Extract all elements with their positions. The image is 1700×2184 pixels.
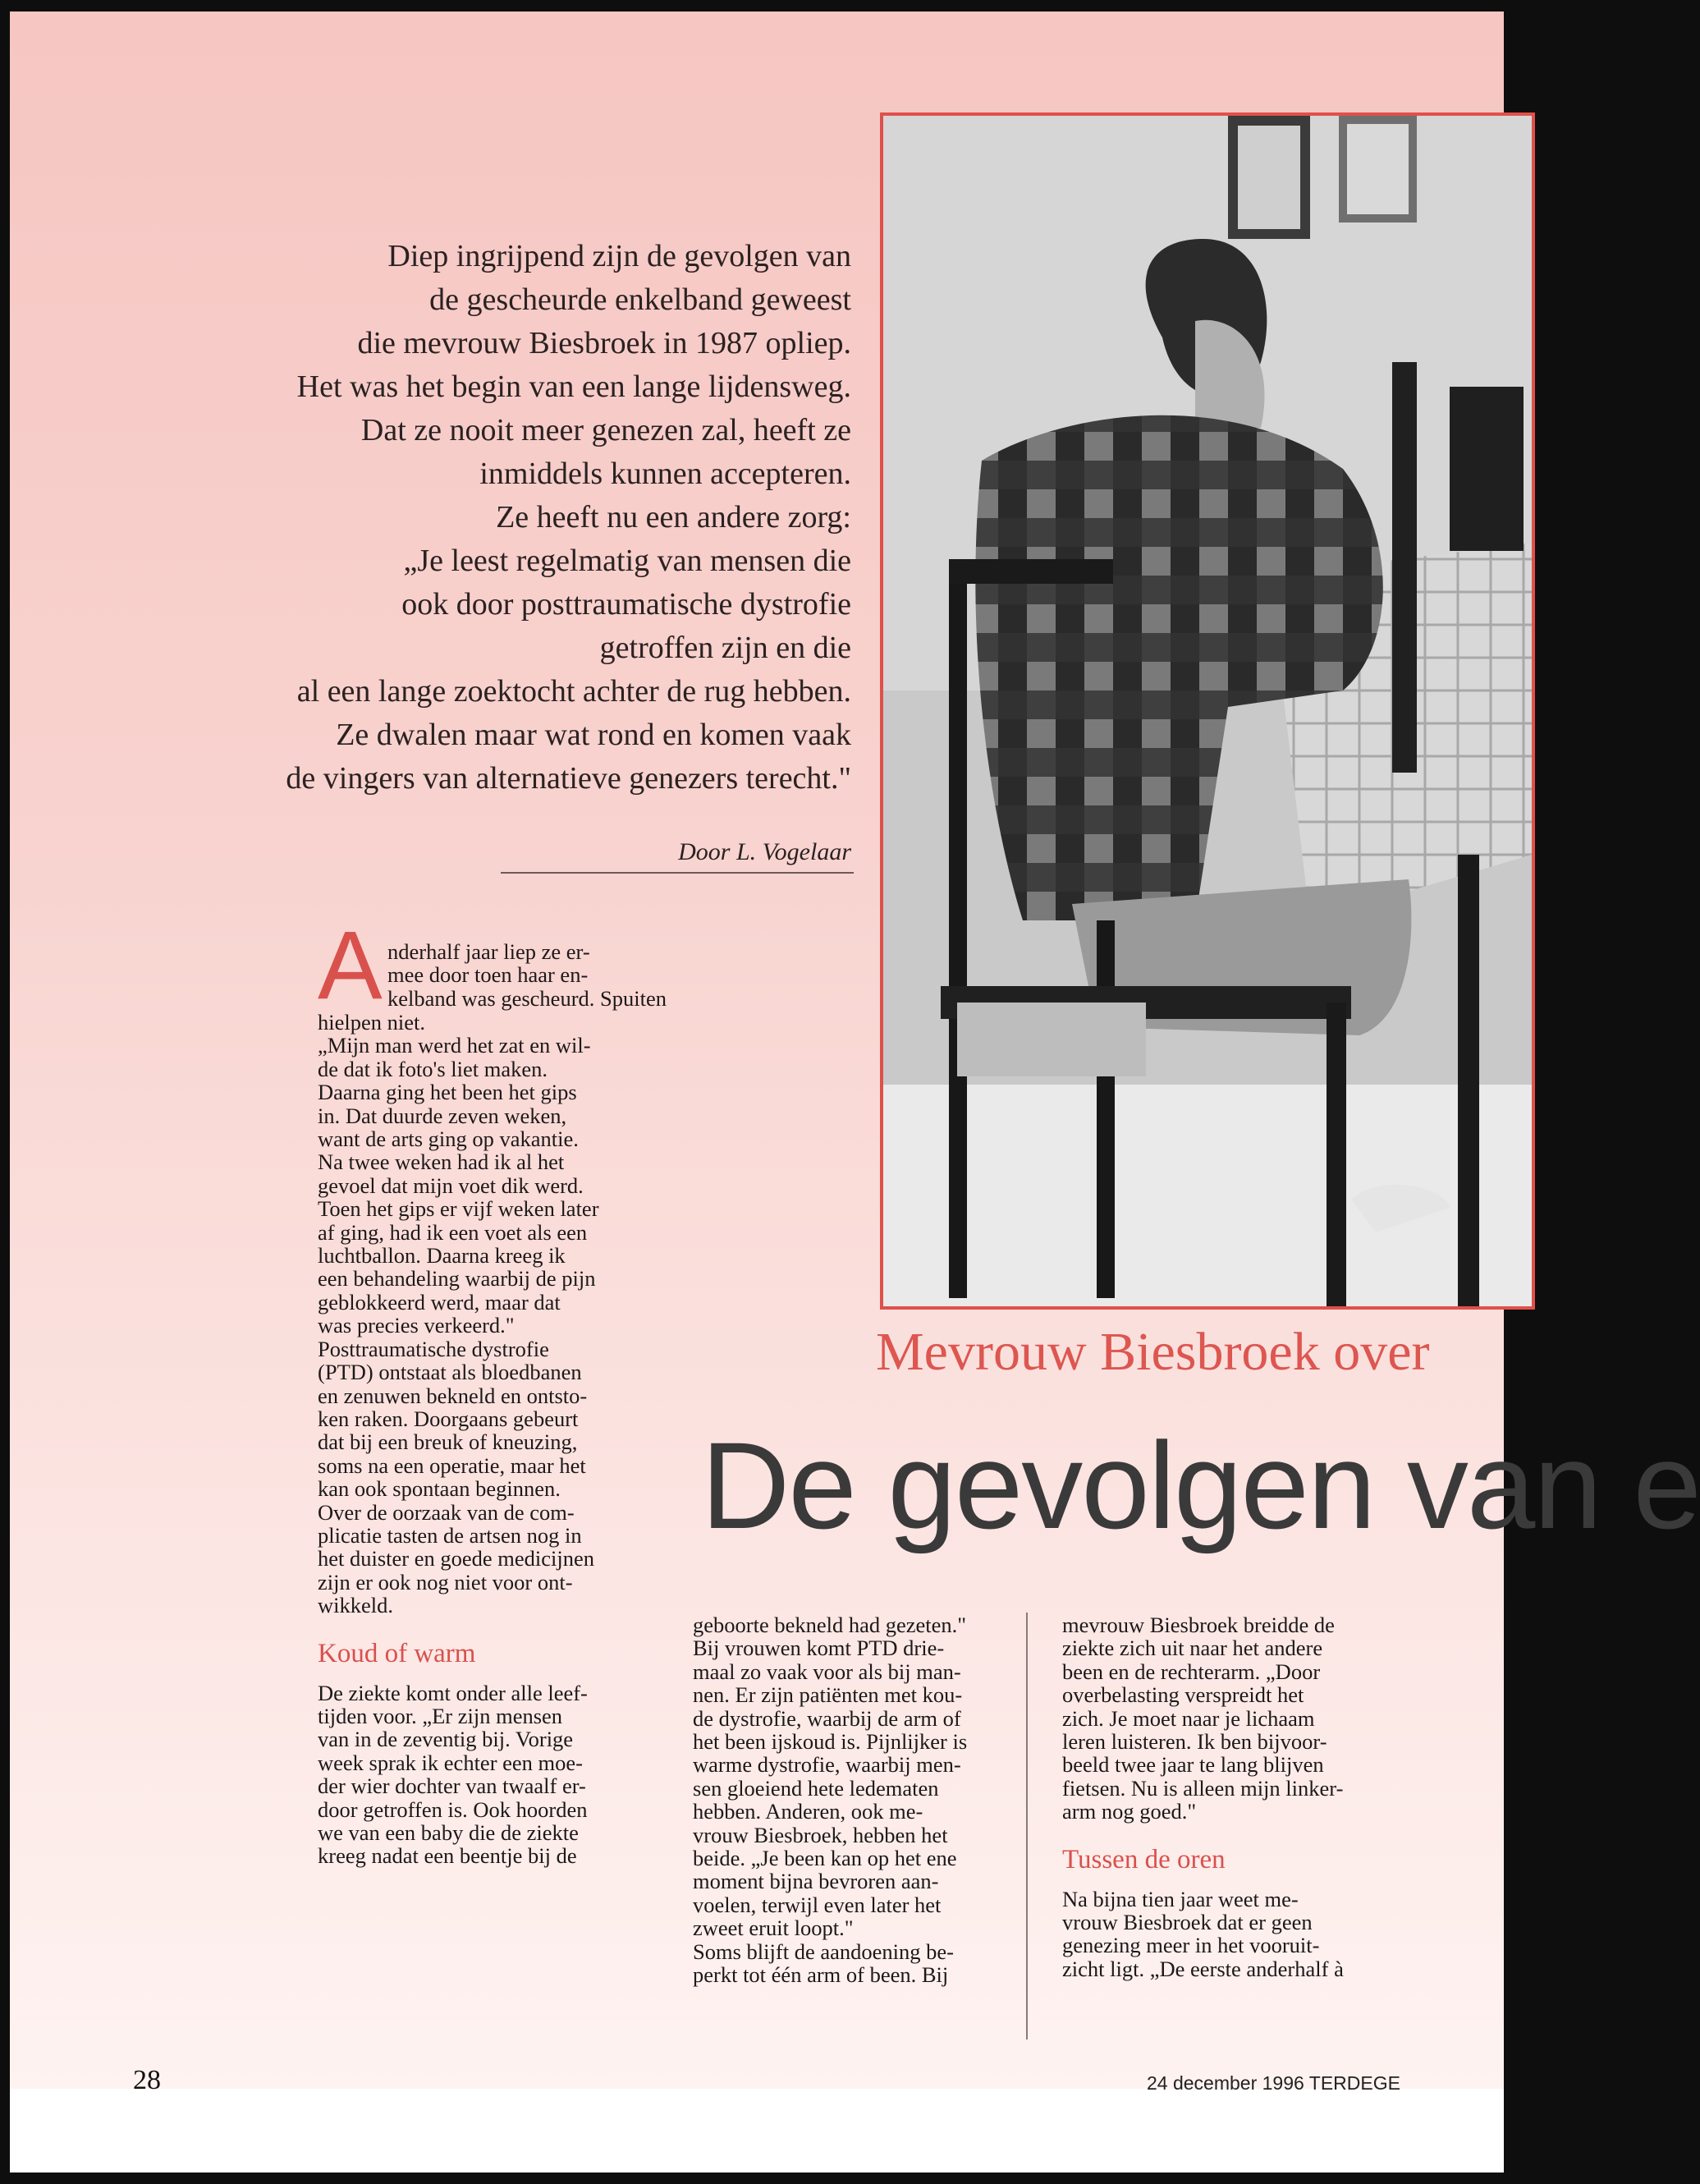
column-1-dropcap-text bbox=[387, 940, 667, 1010]
text-line: wikkeld. bbox=[318, 1593, 393, 1618]
page-footer: 24 december 1996 TERDEGE bbox=[1147, 2072, 1400, 2094]
text-line: al een lange zoektocht achter de rug hebben. bbox=[296, 674, 851, 709]
text-line: week sprak ik echter een moe- bbox=[318, 1750, 583, 1775]
text-line: was precies verkeerd." bbox=[318, 1313, 515, 1338]
text-line: kan ook spontaan beginnen. bbox=[318, 1476, 561, 1502]
text-line: perkt tot één arm of been. Bij bbox=[693, 1962, 949, 1988]
text-line: ook door posttraumatische dystrofie bbox=[401, 587, 851, 622]
text-line: Daarna ging het been het gips bbox=[318, 1080, 577, 1105]
text-line: de vingers van alternatieve genezers terecht." bbox=[286, 761, 851, 796]
text-line: „Je leest regelmatig van mensen die bbox=[403, 544, 851, 578]
text-line: inmiddels kunnen accepteren. bbox=[479, 457, 851, 491]
text-line: de dystrofie, waarbij de arm of bbox=[693, 1705, 961, 1731]
text-line: vrouw Biesbroek, hebben het bbox=[693, 1822, 948, 1847]
text-line: zweet eruit loopt." bbox=[693, 1916, 854, 1941]
text-line: mevrouw Biesbroek breidde de bbox=[1062, 1613, 1335, 1637]
column-1 bbox=[318, 1011, 599, 1868]
text-line: nderhalf jaar liep ze er- bbox=[387, 939, 590, 964]
text-line: in. Dat duurde zeven weken, bbox=[318, 1103, 567, 1128]
column-2 bbox=[693, 1613, 967, 1987]
text-line: sen gloeiend hete ledematen bbox=[693, 1775, 939, 1801]
text-line: kelband was gescheurd. Spuiten bbox=[387, 985, 667, 1011]
column-divider bbox=[1026, 1613, 1028, 2039]
text-line: leren luisteren. Ik ben bijvoor- bbox=[1062, 1729, 1327, 1755]
text-line: soms na een operatie, maar het bbox=[318, 1452, 586, 1478]
text-line: zich. Je moet naar je lichaam bbox=[1062, 1705, 1315, 1731]
text-line: Dat ze nooit meer genezen zal, heeft ze bbox=[360, 413, 851, 447]
text-line: voelen, terwijl even later het bbox=[693, 1892, 942, 1917]
text-line: kreeg nadat een beentje bij de bbox=[318, 1843, 577, 1869]
text-line: tijden voor. „Er zijn mensen bbox=[318, 1703, 563, 1728]
text-line: genezing meer in het vooruit- bbox=[1062, 1933, 1320, 1958]
photo-illustration bbox=[883, 116, 1532, 1306]
byline: Door L. Vogelaar bbox=[678, 838, 851, 865]
subheading-tussen-de-oren: Tussen de oren bbox=[1062, 1844, 1226, 1874]
text-line: overbelasting verspreidt het bbox=[1062, 1682, 1304, 1708]
article-photo bbox=[880, 112, 1535, 1310]
text-line: Diep ingrijpend zijn de gevolgen van bbox=[387, 239, 851, 273]
text-line: zicht ligt. „De eerste anderhalf à bbox=[1062, 1956, 1344, 1981]
text-line: plicatie tasten de artsen nog in bbox=[318, 1522, 582, 1548]
text-line: het been ijskoud is. Pijnlijker is bbox=[693, 1729, 968, 1755]
text-line: want de arts ging op vakantie. bbox=[318, 1126, 579, 1152]
text-line: Ze heeft nu een andere zorg: bbox=[496, 500, 851, 535]
text-line: moment bijna bevroren aan- bbox=[693, 1869, 939, 1894]
text-line: Na bijna tien jaar weet me- bbox=[1062, 1886, 1299, 1911]
text-line: Over de oorzaak van de com- bbox=[318, 1499, 575, 1525]
text-line: been en de rechterarm. „Door bbox=[1062, 1659, 1321, 1684]
text-line: de gescheurde enkelband geweest bbox=[429, 282, 851, 317]
text-line: warme dystrofie, waarbij men- bbox=[693, 1752, 961, 1778]
text-line: vrouw Biesbroek dat er geen bbox=[1062, 1910, 1313, 1935]
text-line: hebben. Anderen, ook me- bbox=[693, 1799, 923, 1824]
text-line: de dat ik foto's liet maken. bbox=[318, 1056, 548, 1081]
text-line: dat bij een breuk of kneuzing, bbox=[318, 1429, 578, 1455]
text-line: mee door toen haar en- bbox=[387, 962, 589, 988]
text-line: Na twee weken had ik al het bbox=[318, 1149, 565, 1175]
article-headline: De gevolgen van e bbox=[701, 1416, 1700, 1554]
text-line: der wier dochter van twaalf er- bbox=[318, 1773, 586, 1799]
text-line: die mevrouw Biesbroek in 1987 opliep. bbox=[357, 326, 851, 360]
text-line: we van een baby die de ziekte bbox=[318, 1820, 579, 1845]
text-line: fietsen. Nu is alleen mijn linker- bbox=[1062, 1775, 1344, 1801]
text-line: beeld twee jaar te lang blijven bbox=[1062, 1752, 1324, 1778]
text-line: De ziekte komt onder alle leef- bbox=[318, 1680, 588, 1705]
text-line: Ze dwalen maar wat rond en komen vaak bbox=[336, 718, 851, 752]
column-3 bbox=[1062, 1613, 1344, 1980]
text-line: Soms blijft de aandoening be- bbox=[693, 1939, 954, 1964]
text-line: Bij vrouwen komt PTD drie- bbox=[693, 1636, 945, 1661]
intro-paragraph bbox=[112, 235, 851, 801]
text-line: Toen het gips er vijf weken later bbox=[318, 1196, 599, 1222]
article-subtitle: Mevrouw Biesbroek over bbox=[876, 1322, 1430, 1382]
text-line: het duister en goede medicijnen bbox=[318, 1546, 595, 1571]
text-line: geblokkeerd werd, maar dat bbox=[318, 1289, 561, 1315]
text-line: nen. Er zijn patiënten met kou- bbox=[693, 1682, 963, 1708]
text-line: gevoel dat mijn voet dik werd. bbox=[318, 1172, 584, 1198]
text-line: ken raken. Doorgaans gebeurt bbox=[318, 1406, 579, 1431]
text-line: geboorte bekneld had gezeten." bbox=[693, 1613, 967, 1637]
text-line: zijn er ook nog niet voor ont- bbox=[318, 1569, 573, 1594]
text-line: door getroffen is. Ook hoorden bbox=[318, 1796, 588, 1822]
text-line: maal zo vaak voor als bij man- bbox=[693, 1659, 961, 1684]
text-line: „Mijn man werd het zat en wil- bbox=[318, 1033, 591, 1058]
subheading-koud-of-warm: Koud of warm bbox=[318, 1638, 476, 1668]
text-line: en zenuwen bekneld en ontsto- bbox=[318, 1383, 588, 1408]
text-line: arm nog goed." bbox=[1062, 1799, 1197, 1824]
text-line: beide. „Je been kan op het ene bbox=[693, 1846, 957, 1871]
text-line: hielpen niet. bbox=[318, 1010, 425, 1035]
text-line: Posttraumatische dystrofie bbox=[318, 1336, 549, 1361]
text-line: van in de zeventig bij. Vorige bbox=[318, 1727, 574, 1752]
page-number: 28 bbox=[133, 2065, 161, 2095]
text-line: af ging, had ik een voet als een bbox=[318, 1219, 588, 1245]
magazine-page bbox=[10, 11, 1700, 2173]
drop-cap: A bbox=[318, 911, 383, 1020]
text-line: ziekte zich uit naar het andere bbox=[1062, 1636, 1323, 1661]
text-line: getroffen zijn en die bbox=[599, 631, 851, 665]
byline-rule bbox=[501, 872, 854, 874]
text-line: luchtballon. Daarna kreeg ik bbox=[318, 1243, 566, 1269]
text-line: (PTD) ontstaat als bloedbanen bbox=[318, 1360, 582, 1385]
text-line: Het was het begin van een lange lijdensweg. bbox=[296, 369, 851, 404]
text-line: een behandeling waarbij de pijn bbox=[318, 1266, 596, 1292]
